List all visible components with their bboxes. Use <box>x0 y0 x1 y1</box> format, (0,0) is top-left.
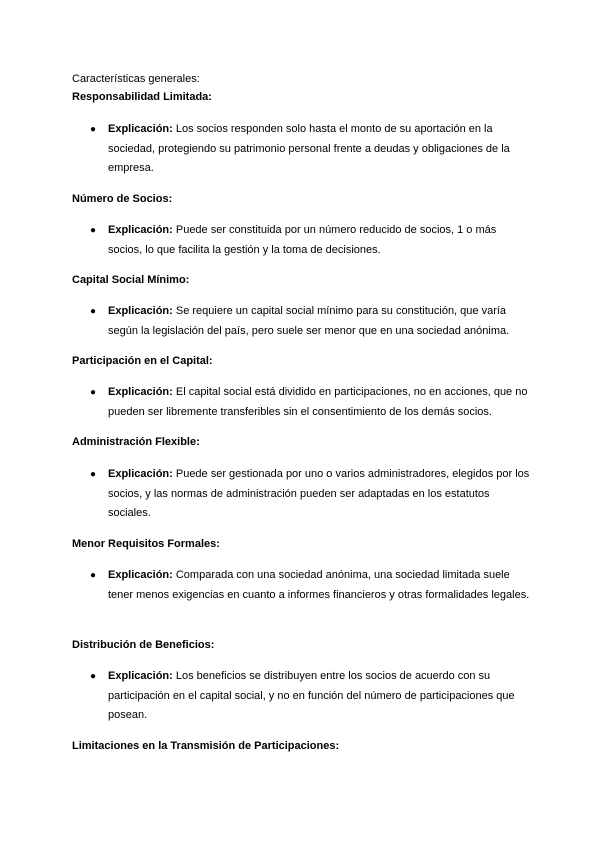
list-item <box>90 566 530 605</box>
section-heading: Participación en el Capital: <box>72 355 213 367</box>
list-item <box>90 667 530 726</box>
list-item <box>90 383 530 422</box>
section-heading: Responsabilidad Limitada: <box>72 91 212 103</box>
explanation-label: Explicación: <box>108 569 173 581</box>
explanation-label: Explicación: <box>108 305 173 317</box>
explanation-label: Explicación: <box>108 670 173 682</box>
explanation-text: Puede ser gestionada por uno o varios administradores, elegidos por los socios, y las normas de administración pueden ser adaptadas en los estatutos sociales. <box>108 468 530 520</box>
explanation-label: Explicación: <box>108 123 173 135</box>
list-item <box>90 120 530 179</box>
explanation-text: Los socios responden solo hasta el monto de su aportación en la sociedad, protegiendo su patrimonio personal frente a deudas y obligaciones de la empresa. <box>108 123 510 175</box>
section-heading: Capital Social Mínimo: <box>72 274 190 286</box>
section-heading: Menor Requisitos Formales: <box>72 538 220 550</box>
section-heading: Número de Socios: <box>72 193 173 205</box>
bullet-icon: ● <box>90 570 97 581</box>
explanation-text: Puede ser constituida por un número reducido de socios, 1 o más socios, lo que facilita la gestión y la toma de decisiones. <box>108 224 497 256</box>
section-heading: Distribución de Beneficios: <box>72 639 215 651</box>
explanation-text: Se requiere un capital social mínimo para su constitución, que varía según la legislación del país, pero suele ser menor que en una sociedad anónima. <box>108 305 510 337</box>
explanation-text: Comparada con una sociedad anónima, una sociedad limitada suele tener menos exigencias en cuanto a informes financieros y otras formalidades legales. <box>108 569 530 601</box>
section-heading: Administración Flexible: <box>72 436 200 448</box>
bullet-icon: ● <box>90 306 97 317</box>
list-item <box>90 465 530 524</box>
intro-text: Características generales: <box>72 73 200 85</box>
bullet-icon: ● <box>90 225 97 236</box>
list-item <box>90 302 530 341</box>
explanation-label: Explicación: <box>108 468 173 480</box>
bullet-icon: ● <box>90 671 97 682</box>
explanation-label: Explicación: <box>108 224 173 236</box>
bullet-icon: ● <box>90 469 97 480</box>
bullet-icon: ● <box>90 387 97 398</box>
section-heading: Limitaciones en la Transmisión de Participaciones: <box>72 740 340 752</box>
explanation-text: El capital social está dividido en participaciones, no en acciones, que no pueden ser libremente transferibles sin el consentimiento de los demás socios. <box>108 386 528 418</box>
explanation-text: Los beneficios se distribuyen entre los socios de acuerdo con su participación en el capital social, y no en función del número de participaciones que posean. <box>108 670 515 722</box>
explanation-label: Explicación: <box>108 386 173 398</box>
list-item <box>90 221 530 260</box>
bullet-icon: ● <box>90 124 97 135</box>
